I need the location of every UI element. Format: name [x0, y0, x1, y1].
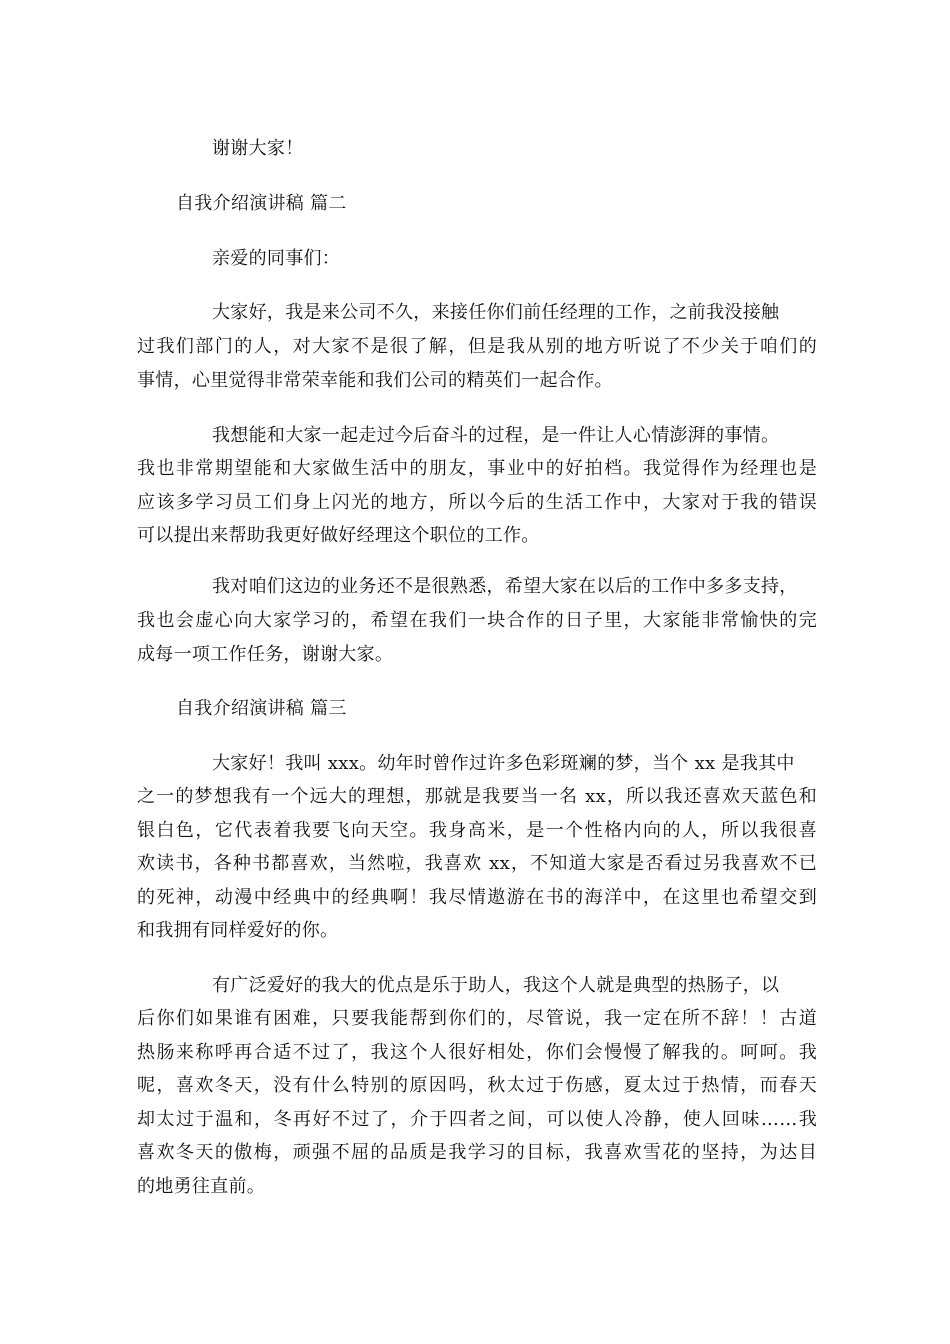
paragraph-line: 呢，喜欢冬天，没有什么特别的原因吗，秋太过于伤感，夏太过于热情，而春天 — [137, 1075, 817, 1096]
paragraph-line: 成每一项工作任务，谢谢大家。 — [137, 644, 394, 665]
paragraph-line: 后你们如果谁有困难，只要我能帮到你们的，尽管说，我一定在所不辞！！古道 — [137, 1008, 817, 1029]
paragraph-line: 的地勇往直前。 — [137, 1176, 266, 1197]
paragraph-line: 之一的梦想我有一个远大的理想，那就是我要当一名 xx，所以我还喜欢天蓝色和 — [137, 786, 817, 807]
paragraph-line: 我也非常期望能和大家做生活中的朋友，事业中的好拍档。我觉得作为经理也是 — [137, 458, 817, 479]
paragraph-line: 却太过于温和，冬再好不过了，介于四者之间，可以使人冷静，使人回味……我 — [137, 1109, 817, 1130]
paragraph-line: 的死神，动漫中经典中的经典啊！我尽情遨游在书的海洋中，在这里也希望交到 — [137, 887, 817, 908]
paragraph-line: 我想能和大家一起走过今后奋斗的过程，是一件让人心情澎湃的事情。 — [212, 425, 780, 446]
closing-line: 谢谢大家！ — [212, 138, 304, 159]
paragraph-line: 和我拥有同样爱好的你。 — [137, 920, 339, 941]
salutation: 亲爱的同事们： — [212, 248, 341, 269]
paragraph-line: 欢读书，各种书都喜欢，当然啦，我喜欢 xx，不知道大家是否看过另我喜欢不已 — [137, 853, 817, 874]
paragraph-line: 有广泛爱好的我大的优点是乐于助人，我这个人就是典型的热肠子，以 — [212, 975, 780, 996]
paragraph-line: 可以提出来帮助我更好做好经理这个职位的工作。 — [137, 525, 540, 546]
paragraph-line: 喜欢冬天的傲梅，顽强不屈的品质是我学习的目标，我喜欢雪花的坚持，为达目 — [137, 1142, 817, 1163]
paragraph-line: 热肠来称呼再合适不过了，我这个人很好相处，你们会慢慢了解我的。呵呵。我 — [137, 1042, 817, 1063]
section-heading: 自我介绍演讲稿 篇二 — [176, 193, 347, 214]
paragraph-line: 银白色，它代表着我要飞向天空。我身高米，是一个性格内向的人，所以我很喜 — [137, 820, 817, 841]
paragraph-line: 事情，心里觉得非常荣幸能和我们公司的精英们一起合作。 — [137, 370, 613, 391]
paragraph-line: 应该多学习员工们身上闪光的地方，所以今后的生活工作中，大家对于我的错误 — [137, 492, 817, 513]
paragraph-line: 过我们部门的人，对大家不是很了解，但是我从别的地方听说了不少关于咱们的 — [137, 336, 817, 357]
paragraph-line: 大家好！我叫 xxx。幼年时曾作过许多色彩斑斓的梦，当个 xx 是我其中 — [212, 753, 795, 774]
paragraph-line: 我也会虚心向大家学习的，希望在我们一块合作的日子里，大家能非常愉快的完 — [137, 610, 817, 631]
section-heading: 自我介绍演讲稿 篇三 — [176, 698, 347, 719]
paragraph-line: 大家好，我是来公司不久，来接任你们前任经理的工作，之前我没接触 — [212, 302, 780, 323]
paragraph-line: 我对咱们这边的业务还不是很熟悉，希望大家在以后的工作中多多支持， — [212, 576, 798, 597]
